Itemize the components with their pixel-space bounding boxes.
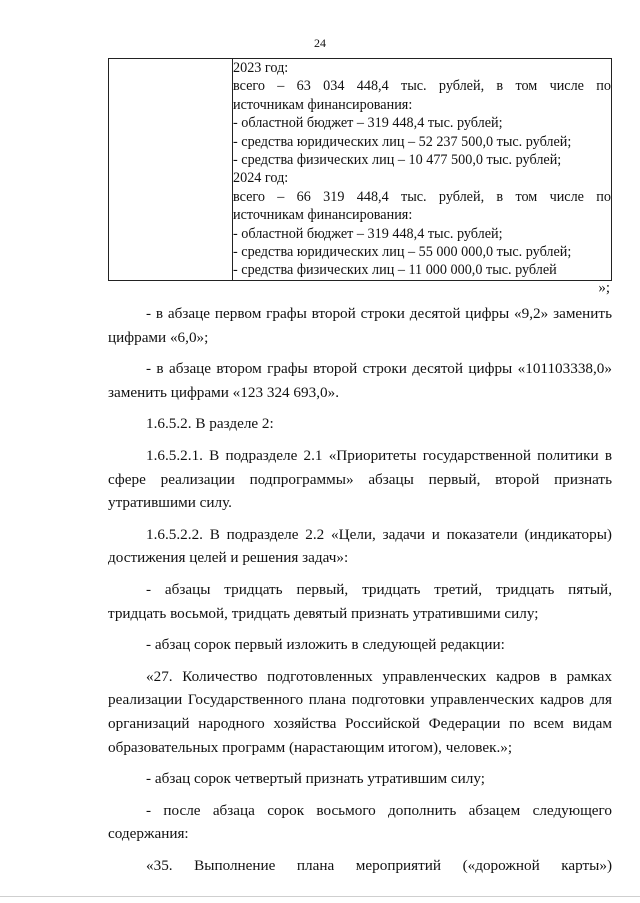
paragraph-line: 1.6.5.2.1. В подразделе 2.1 «Приоритеты государственной политики в (146, 446, 612, 464)
table-cell-financing (233, 59, 612, 281)
table-line: всего – 63 034 448,4 тыс. рублей, в том числе по (233, 78, 611, 95)
paragraph-line: достижения целей и решения задач»: (108, 549, 349, 567)
table-line: - средства физических лиц – 10 477 500,0 тыс. рублей; (233, 152, 562, 169)
paragraph-line: - абзац сорок четвертый признать утратившим силу; (146, 770, 485, 788)
paragraph-line: - абзацы тридцать первый, тридцать третий, тридцать пятый, (146, 580, 612, 598)
table-row (109, 59, 612, 281)
paragraph-line: - абзац сорок первый изложить в следующей редакции: (146, 636, 505, 654)
financing-table (108, 58, 612, 281)
table-line: 2023 год: (233, 60, 289, 76)
table-line: 2024 год: (233, 170, 289, 187)
paragraph-line: сфере реализации подпрограммы» абзацы первый, второй признать (108, 470, 612, 488)
table-line: - областной бюджет – 319 448,4 тыс. рублей; (233, 225, 503, 242)
page-number: 24 (314, 36, 326, 50)
paragraph-line: «27. Количество подготовленных управленческих кадров в рамках (146, 667, 612, 685)
table-line: всего – 66 319 448,4 тыс. рублей, в том числе по (233, 188, 611, 205)
table-line: - средства юридических лиц – 55 000 000,0 тыс. рублей; (233, 244, 572, 261)
paragraph-line: - в абзаце втором графы второй строки десятой цифры «101103338,0» (146, 360, 612, 378)
paragraph-line: цифрами «6,0»; (108, 328, 209, 346)
section-heading: 1.6.5.2. В разделе 2: (146, 415, 274, 433)
table-line: - средства физических лиц – 11 000 000,0 тыс. рублей (233, 262, 557, 279)
paragraph-line: заменить цифрами «123 324 693,0». (108, 383, 339, 401)
paragraph-line: реализации Государственного плана подготовки управленческих кадров для (108, 691, 612, 709)
paragraph-line: тридцать восьмой, тридцать девятый признать утратившими силу; (108, 604, 539, 622)
closing-quote: »; (598, 280, 610, 296)
paragraph-line: содержания: (108, 825, 189, 843)
page-bottom-edge (0, 896, 640, 897)
table-cell-empty (109, 59, 233, 281)
paragraph-line: образовательных программ (нарастающим итогом), человек.»; (108, 738, 513, 756)
paragraph-line: - в абзаце первом графы второй строки десятой цифры «9,2» заменить (146, 305, 612, 322)
paragraph-line: «35. Выполнение плана мероприятий («дорожной карты») (146, 856, 612, 874)
paragraph-line: организаций народного хозяйства Российской Федерации по всем видам (108, 714, 612, 732)
paragraph-line: 1.6.5.2.2. В подразделе 2.2 «Цели, задачи и показатели (индикаторы) (146, 525, 612, 543)
paragraph-line: - после абзаца сорок восьмого дополнить абзацем следующего (146, 801, 612, 819)
paragraph-line: утратившими силу. (108, 494, 232, 512)
table-line: - средства юридических лиц – 52 237 500,0 тыс. рублей; (233, 133, 572, 150)
table-line: источникам финансирования: (233, 207, 413, 224)
table-line: - областной бюджет – 319 448,4 тыс. рублей; (233, 115, 503, 132)
document-body (108, 302, 612, 877)
table-line: источникам финансирования: (233, 96, 413, 113)
